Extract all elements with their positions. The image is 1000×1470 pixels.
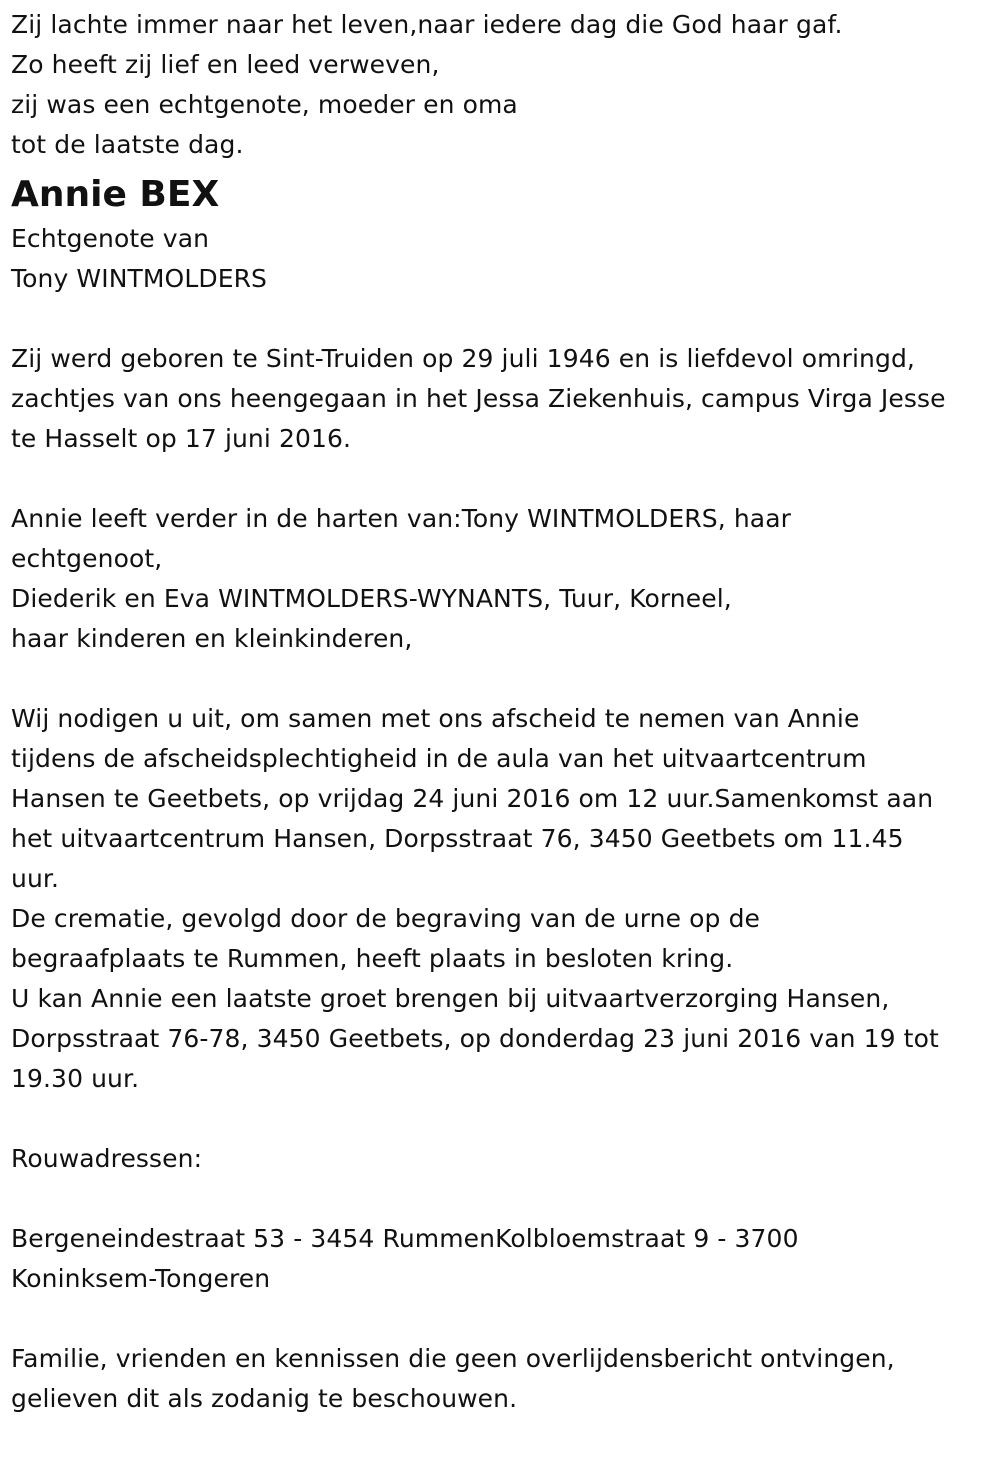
paragraph-line: Annie leeft verder in de harten van:Tony WINTMOLDERS, haar — [11, 504, 791, 533]
paragraph-line: tijdens de afscheidsplechtigheid in de aula van het uitvaartcentrum — [11, 744, 867, 773]
poem — [11, 5, 990, 165]
birth-death-paragraph — [11, 339, 990, 459]
deceased-name: Annie BEX — [11, 174, 220, 215]
family-paragraph — [11, 499, 990, 659]
paragraph-line: Zij werd geboren te Sint-Truiden op 29 juli 1946 en is liefdevol omringd, — [11, 344, 915, 373]
address-line: Koninksem-Tongeren — [11, 1264, 271, 1293]
paragraph-line: Diederik en Eva WINTMOLDERS-WYNANTS, Tuur, Korneel, — [11, 584, 732, 613]
paragraph-line: begraafplaats te Rummen, heeft plaats in besloten kring. — [11, 944, 734, 973]
paragraph-line: te Hasselt op 17 juni 2016. — [11, 424, 352, 453]
poem-line: Zij lachte immer naar het leven,naar iedere dag die God haar gaf. — [11, 10, 843, 39]
poem-line: Zo heeft zij lief en leed verweven, — [11, 50, 440, 79]
address-line: Bergeneindestraat 53 - 3454 RummenKolbloemstraat 9 - 3700 — [11, 1224, 799, 1253]
paragraph-line: De crematie, gevolgd door de begraving van de urne op de — [11, 904, 761, 933]
poem-line: tot de laatste dag. — [11, 130, 244, 159]
relation — [11, 219, 990, 299]
spacer — [11, 1179, 990, 1219]
relation-line: Tony WINTMOLDERS — [11, 264, 268, 293]
paragraph-line: gelieven dit als zodanig te beschouwen. — [11, 1384, 518, 1413]
relation-line: Echtgenote van — [11, 224, 210, 253]
paragraph-line: uur. — [11, 864, 60, 893]
spacer — [11, 459, 990, 499]
paragraph-line: Dorpsstraat 76-78, 3450 Geetbets, op donderdag 23 juni 2016 van 19 tot — [11, 1024, 939, 1053]
paragraph-line: 19.30 uur. — [11, 1064, 140, 1093]
paragraph-line: het uitvaartcentrum Hansen, Dorpsstraat 76, 3450 Geetbets om 11.45 — [11, 824, 904, 853]
paragraph-line: echtgenoot, — [11, 544, 163, 573]
paragraph-line: haar kinderen en kleinkinderen, — [11, 624, 413, 653]
spacer — [11, 299, 990, 339]
ceremony-paragraph — [11, 699, 990, 1099]
spacer — [11, 1299, 990, 1339]
paragraph-line: Familie, vrienden en kennissen die geen overlijdensbericht ontvingen, — [11, 1344, 895, 1373]
closing-paragraph — [11, 1339, 990, 1419]
paragraph-line: U kan Annie een laatste groet brengen bij uitvaartverzorging Hansen, — [11, 984, 890, 1013]
paragraph-line: zachtjes van ons heengegaan in het Jessa Ziekenhuis, campus Virga Jesse — [11, 384, 946, 413]
spacer — [11, 1099, 990, 1139]
paragraph-line: Hansen te Geetbets, op vrijdag 24 juni 2016 om 12 uur.Samenkomst aan — [11, 784, 934, 813]
spacer — [11, 659, 990, 699]
addresses-heading: Rouwadressen: — [11, 1144, 203, 1173]
poem-line: zij was een echtgenote, moeder en oma — [11, 90, 518, 119]
paragraph-line: Wij nodigen u uit, om samen met ons afscheid te nemen van Annie — [11, 704, 860, 733]
addresses — [11, 1219, 990, 1299]
